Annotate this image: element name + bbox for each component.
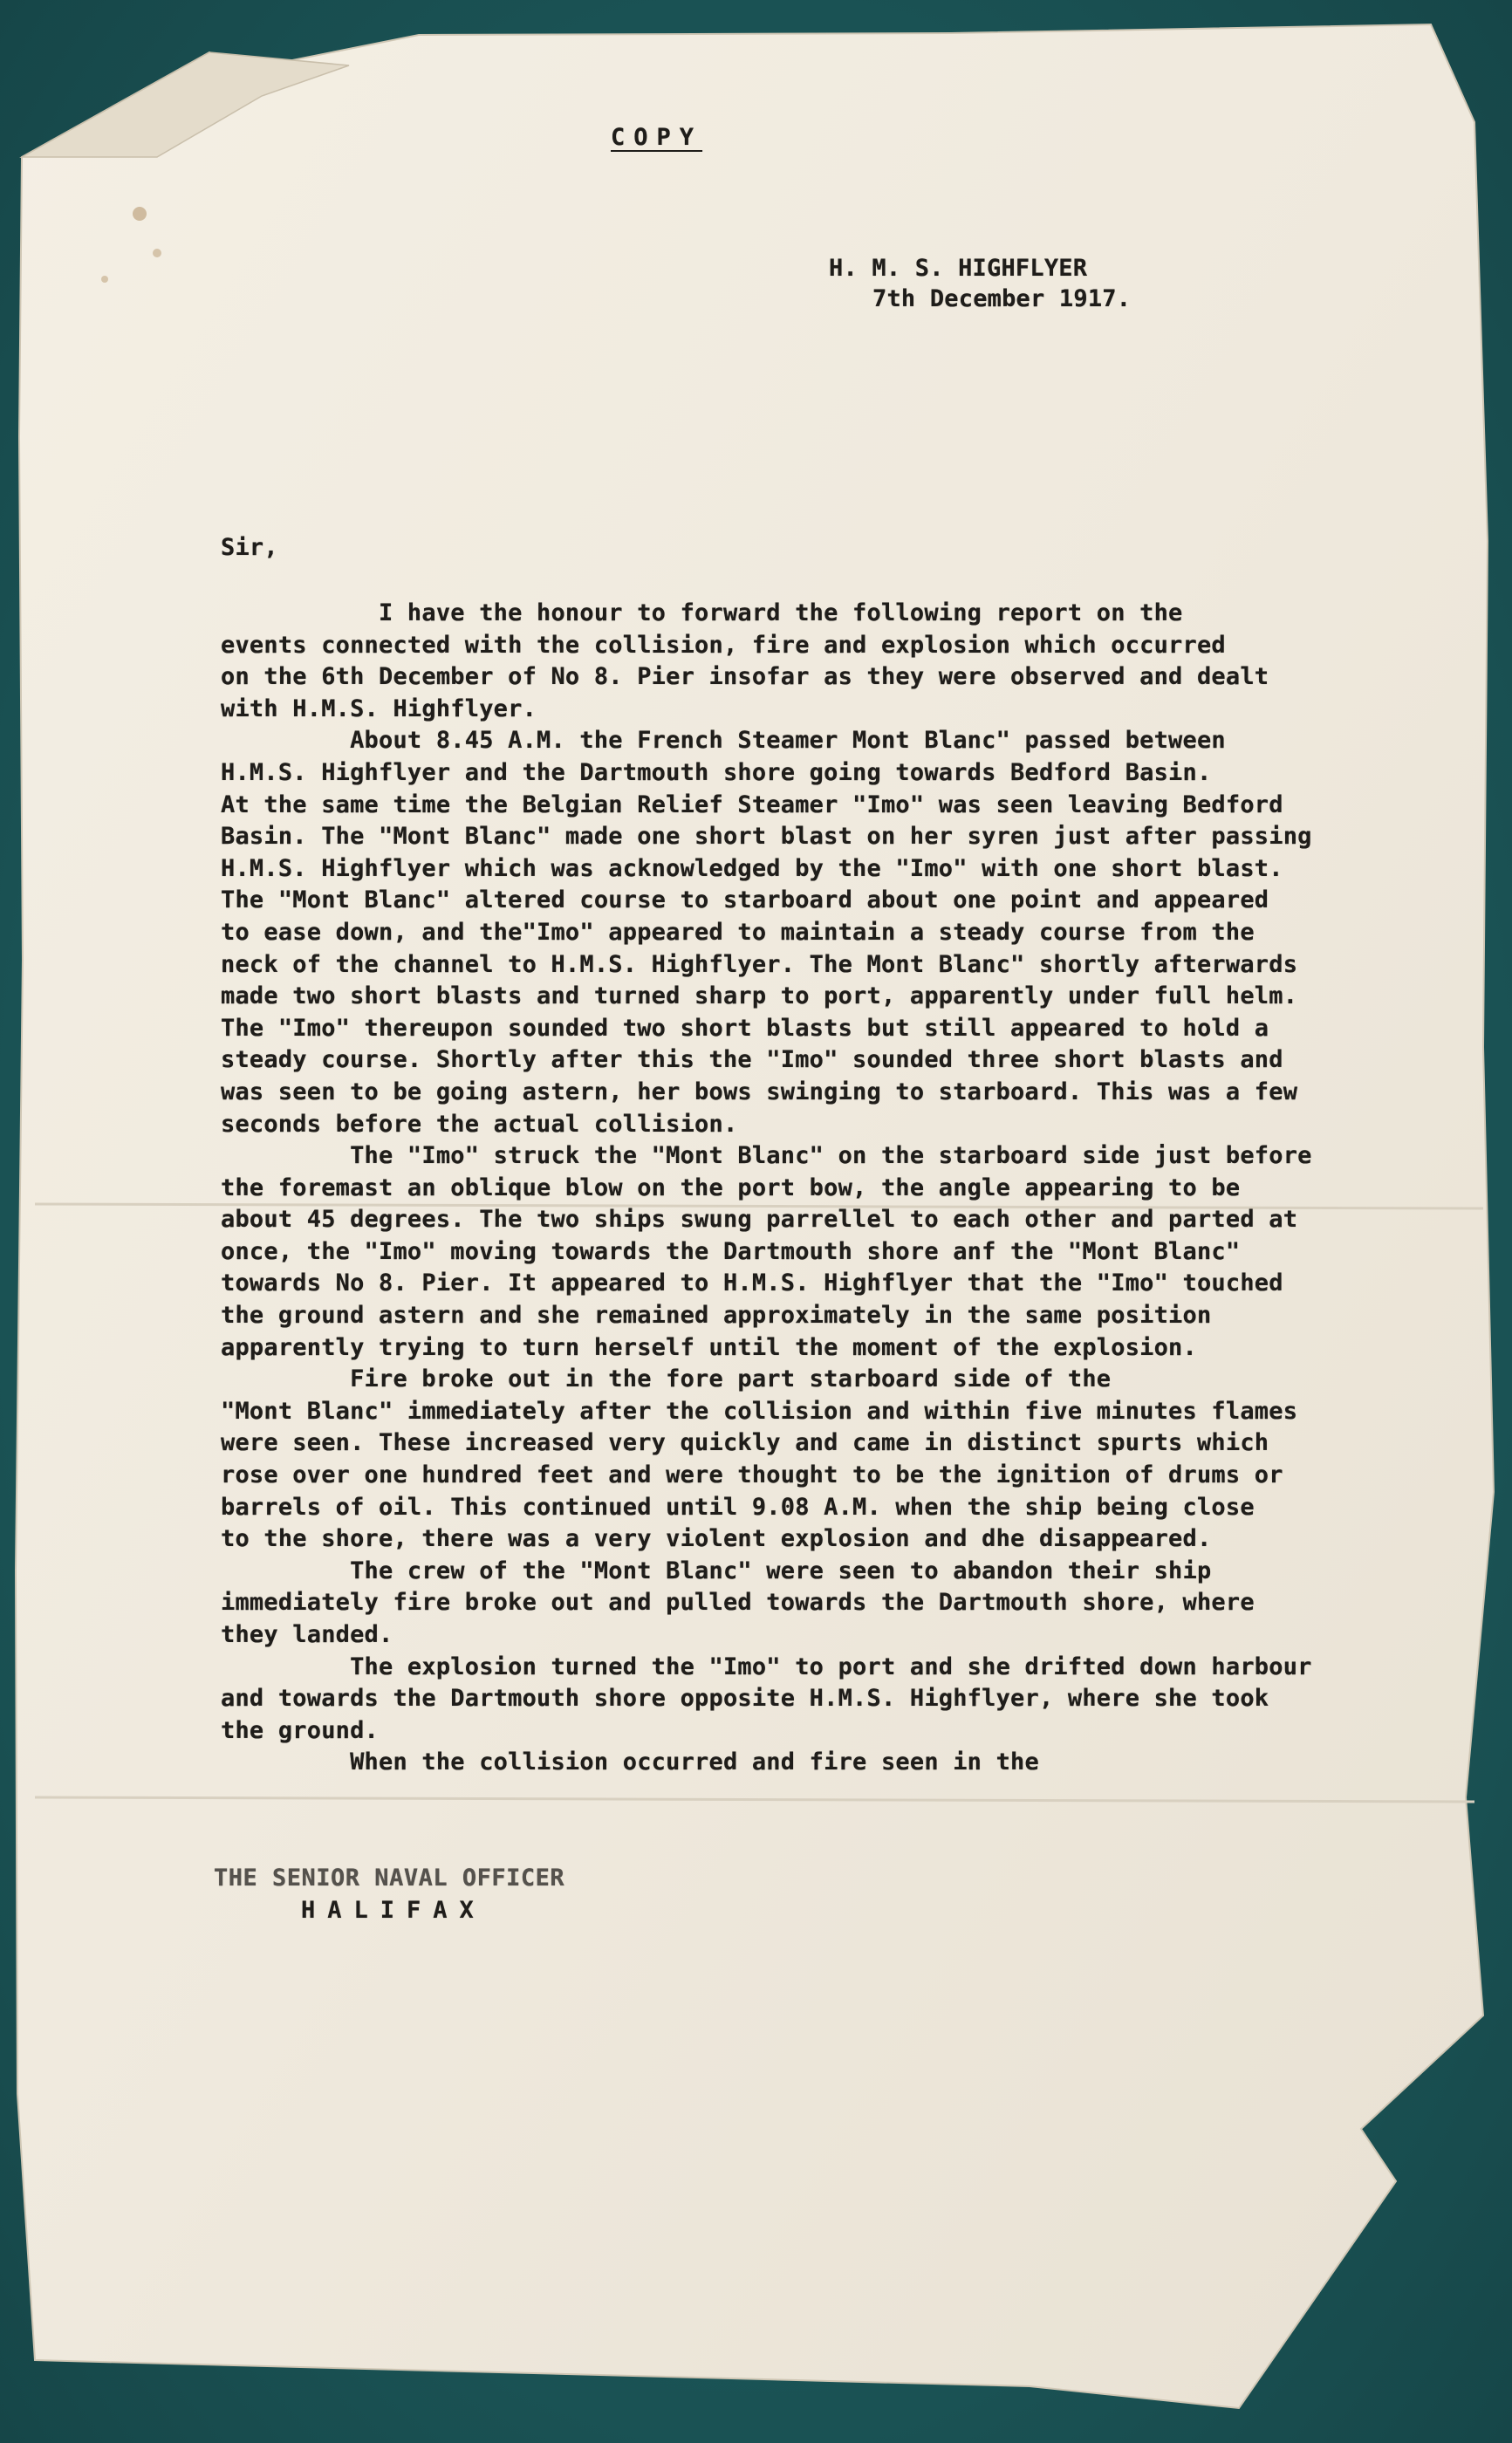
body-line: H.M.S. Highflyer which was acknowledged by the "Imo" with one short blast.	[221, 854, 1283, 882]
stain-spot	[153, 249, 161, 257]
sender-ship-name: H. M. S. HIGHFLYER	[829, 255, 1088, 282]
body-line: the foremast an oblique blow on the port bow, the angle appearing to be	[221, 1174, 1241, 1201]
body-line: "Mont Blanc" immediately after the collision and within five minutes flames	[221, 1397, 1298, 1425]
body-line: apparently trying to turn herself until the moment of the explosion.	[221, 1333, 1197, 1361]
body-line: and towards the Dartmouth shore opposite H.M.S. Highflyer, where she took	[221, 1685, 1269, 1713]
stain-spot	[133, 207, 147, 221]
body-line: immediately fire broke out and pulled towards the Dartmouth shore, where	[221, 1589, 1255, 1617]
body-line: the ground.	[221, 1716, 380, 1744]
body-line: At the same time the Belgian Relief Steamer "Imo" was seen leaving Bedford	[221, 790, 1283, 818]
body-line: The "Mont Blanc" altered course to starboard about one point and appeared	[221, 886, 1269, 914]
body-line: the ground astern and she remained approximately in the same position	[221, 1302, 1212, 1330]
body-line: steady course. Shortly after this the "Imo" sounded three short blasts and	[221, 1046, 1283, 1074]
body-line: The "Imo" struck the "Mont Blanc" on the starboard side just before	[221, 1142, 1312, 1170]
body-line: seconds before the actual collision.	[221, 1110, 738, 1138]
body-line: When the collision occurred and fire seen in the	[221, 1748, 1039, 1776]
body-line: made two short blasts and turned sharp to port, apparently under full helm.	[221, 982, 1298, 1010]
body-line: barrels of oil. This continued until 9.08 A.M. when the ship being close	[221, 1493, 1255, 1521]
body-line: neck of the channel to H.M.S. Highflyer. The Mont Blanc" shortly afterwards	[221, 950, 1298, 978]
body-line: they landed.	[221, 1621, 393, 1648]
body-line: H.M.S. Highflyer and the Dartmouth shore going towards Bedford Basin.	[221, 758, 1212, 786]
salutation: Sir,	[221, 534, 278, 561]
letter-date: 7th December 1917.	[872, 285, 1132, 312]
body-line: to ease down, and the"Imo" appeared to maintain a steady course from the	[221, 918, 1255, 946]
body-line: to the shore, there was a very violent explosion and dhe disappeared.	[221, 1525, 1212, 1553]
body-line: once, the "Imo" moving towards the Dartmouth shore anf the "Mont Blanc"	[221, 1237, 1241, 1265]
document-heading: COPY	[611, 124, 703, 151]
stain-spot	[101, 276, 108, 283]
body-line: About 8.45 A.M. the French Steamer Mont Blanc" passed between	[221, 727, 1226, 755]
body-line: about 45 degrees. The two ships swung parrellel to each other and parted at	[221, 1206, 1298, 1234]
addressee-title: THE SENIOR NAVAL OFFICER	[214, 1865, 565, 1892]
body-line: The explosion turned the "Imo" to port and she drifted down harbour	[221, 1653, 1312, 1680]
body-line: Fire broke out in the fore part starboard side of the	[221, 1365, 1112, 1393]
letter-body	[221, 598, 1312, 1779]
body-line: Basin. The "Mont Blanc" made one short blast on her syren just after passing	[221, 823, 1312, 851]
body-line: The "Imo" thereupon sounded two short blasts but still appeared to hold a	[221, 1014, 1269, 1042]
body-line: on the 6th December of No 8. Pier insofar as they were observed and dealt	[221, 663, 1269, 691]
body-line: events connected with the collision, fire and explosion which occurred	[221, 631, 1226, 659]
body-line: towards No 8. Pier. It appeared to H.M.S. Highflyer that the "Imo" touched	[221, 1269, 1283, 1297]
body-line: I have the honour to forward the following report on the	[221, 599, 1183, 626]
body-line: was seen to be going astern, her bows swinging to starboard. This was a few	[221, 1078, 1298, 1105]
addressee-location: HALIFAX	[301, 1897, 486, 1924]
body-line: were seen. These increased very quickly and came in distinct spurts which	[221, 1429, 1269, 1457]
body-line: rose over one hundred feet and were thought to be the ignition of drums or	[221, 1461, 1283, 1489]
body-line: with H.M.S. Highflyer.	[221, 695, 537, 722]
body-line: The crew of the "Mont Blanc" were seen to abandon their ship	[221, 1557, 1212, 1584]
